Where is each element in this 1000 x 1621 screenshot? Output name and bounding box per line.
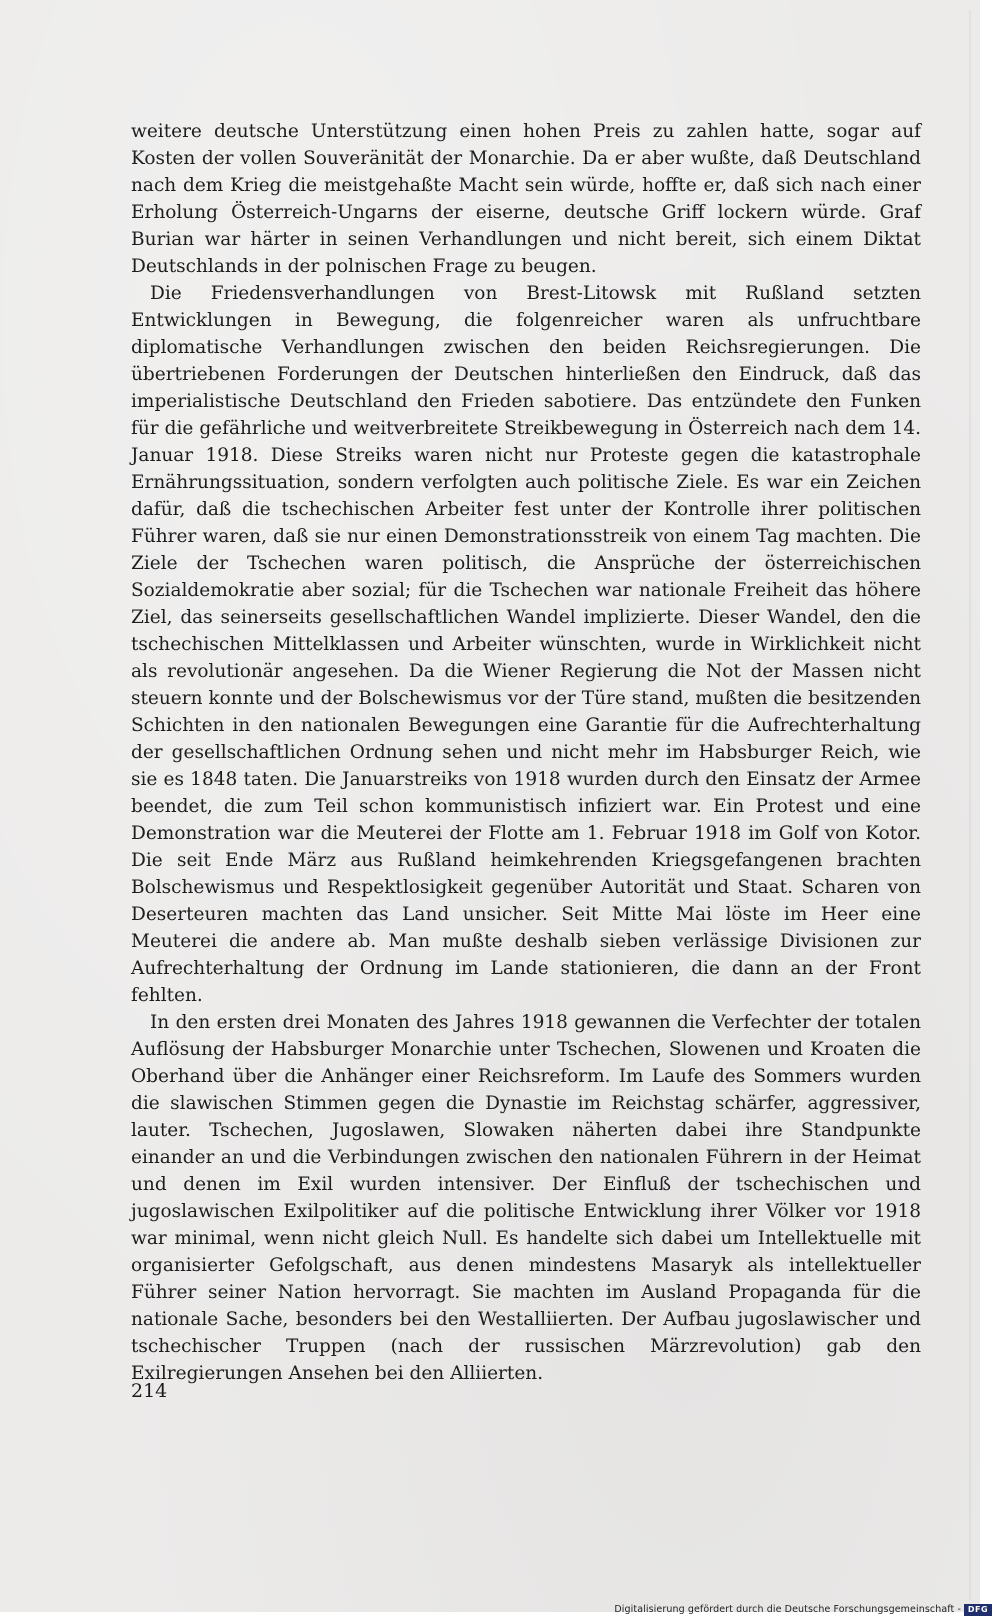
paragraph-continued: weitere deutsche Unterstützung einen hohen Preis zu zahlen hatte, sogar auf Kosten der vollen Souveränität der Monarchie. Da er aber wußte, daß Deutschland nach dem Krieg die meistgehaßte Macht sein würde, hoffte er, daß sich nach einer Erholung Österreich-Ungarns der eiserne, deutsche Griff lockern würde. Graf Burian war härter in seinen Verhandlungen und nicht bereit, sich einem Diktat Deutschlands in der polnischen Frage zu beugen.: [131, 121, 921, 277]
page-edge-shadow: [969, 10, 972, 1600]
body-text: [131, 118, 921, 1387]
dfg-logo: DFG: [964, 1604, 992, 1616]
funding-note: Digitalisierung gefördert durch die Deutsche Forschungsgemeinschaft -: [614, 1604, 961, 1615]
paragraph-brest-litowsk: Die Friedensverhandlungen von Brest-Litowsk mit Rußland setzten Entwicklungen in Bewegung, die folgenreicher waren als unfruchtbare diplomatische Verhandlungen zwischen den beiden Reichsregierungen. Die übertriebenen Forderungen der Deutschen hinterließen den Eindruck, daß das imperialistische Deutschland den Frieden sabotiere. Das entzündete den Funken für die gefährliche und weitverbreitete Streikbewegung in Österreich nach dem 14. Januar 1918. Diese Streiks waren nicht nur Proteste gegen die katastrophale Ernährungssituation, sondern verfolgten auch politische Ziele. Es war ein Zeichen dafür, daß die tschechischen Arbeiter fest unter der Kontrolle ihrer politischen Führer waren, daß sie nur einen Demonstrationsstreik von einem Tag machten. Die Ziele der Tschechen waren politisch, die Ansprüche der österreichischen Sozialdemokratie aber sozial; für die Tschechen war nationale Freiheit das höhere Ziel, das seinerseits gesellschaftlichen Wandel implizierte. Dieser Wandel, den die tschechischen Mittelklassen und Arbeiter wünschten, wurde in Wirklichkeit nicht als revolutionär angesehen. Da die Wiener Regierung die Not der Massen nicht steuern konnte und der Bolschewismus vor der Türe stand, mußten die besitzenden Schichten in den nationalen Bewegungen eine Garantie für die Aufrechterhaltung der gesellschaftlichen Ordnung sehen und nicht mehr im Habsburger Reich, wie sie es 1848 taten. Die Januarstreiks von 1918 wurden durch den Einsatz der Armee beendet, die zum Teil schon kommunistisch infiziert war. Ein Protest und eine Demonstration war die Meuterei der Flotte am 1. Februar 1918 im Golf von Kotor. Die seit Ende März aus Rußland heimkehrenden Kriegsgefangenen brachten Bolschewismus und Respektlosigkeit gegenüber Autorität und Staat. Scharen von Deserteuren machten das Land unsicher. Seit Mitte Mai löste im Heer eine Meuterei die andere ab. Man mußte deshalb sieben verlässige Divisionen zur Aufrechterhaltung der Ordnung im Lande stationieren, die dann an der Front fehlten.: [131, 283, 921, 1006]
page-number: 214: [131, 1380, 168, 1402]
paragraph-1918-dissolution: In den ersten drei Monaten des Jahres 1918 gewannen die Verfechter der totalen Auflösung der Habsburger Monarchie unter Tschechen, Slowenen und Kroaten die Oberhand über die Anhänger einer Reichsreform. Im Laufe des Sommers wurden die slawischen Stimmen gegen die Dynastie im Reichstag schärfer, aggressiver, lauter. Tschechen, Jugoslawen, Slowaken näherten dabei ihre Standpunkte einander an und die Verbindungen zwischen den nationalen Führern in der Heimat und denen im Exil wurden intensiver. Der Einfluß der tschechischen und jugoslawischen Exilpolitiker auf die politische Entwicklung ihrer Völker vor 1918 war minimal, wenn nicht gleich Null. Es handelte sich dabei um Intellektuelle mit organisierter Gefolgschaft, aus denen mindestens Masaryk als intellektueller Führer seiner Nation hervorragt. Sie machten im Ausland Propaganda für die nationale Sache, besonders bei den Westalliierten. Der Aufbau jugoslawischer und tschechischer Truppen (nach der russischen Märzrevolution) gab den Exilregierungen Ansehen bei den Alliierten.: [131, 1012, 921, 1384]
